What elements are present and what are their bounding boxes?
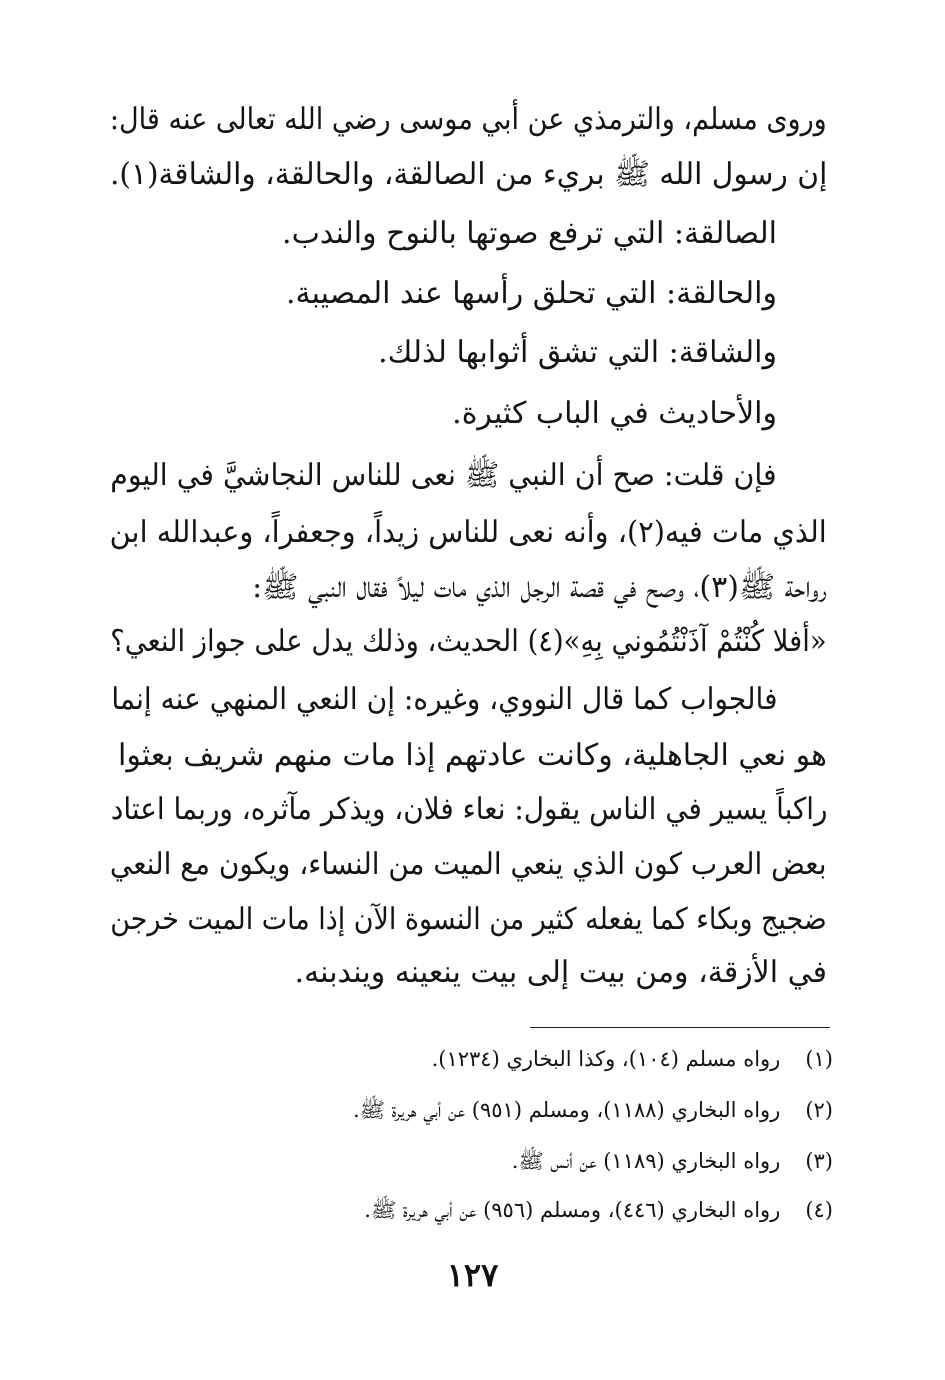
footnote-text: رواه البخاري (١١٨٩) عن أنس ﷺ. xyxy=(511,1149,781,1173)
text-line: بعض العرب كون الذي ينعي الميت من النساء، ويكون مع النعي xyxy=(110,847,827,882)
page-number: ١٢٧ xyxy=(446,1256,499,1294)
footnote-text: رواه مسلم (١٠٤)، وكذا البخاري (١٢٣٤). xyxy=(431,1047,781,1071)
footnote-text: رواه البخاري (٤٤٦)، ومسلم (٩٥٦) عن أبي هريرة ﷺ. xyxy=(364,1198,781,1222)
footnote-number: (٣) xyxy=(805,1149,833,1173)
text-line: والأحاديث في الباب كثيرة. xyxy=(452,396,777,431)
text-line: الذي مات فيه(٢)، وأنه نعى للناس زيداً، وجعفراً، وعبدالله ابن xyxy=(109,515,827,550)
text-line: راكباً يسير في الناس يقول: نعاء فلان، ويذكر مآثره، وربما اعتاد xyxy=(110,792,827,827)
footnote-text: رواه البخاري (١١٨٨)، ومسلم (٩٥١) عن أبي هريرة ﷺ. xyxy=(353,1098,781,1122)
text-line: فإن قلت: صح أن النبي ﷺ نعى للناس النجاشيَّ في اليوم xyxy=(110,458,777,493)
footnote xyxy=(432,1044,833,1074)
definition-haliqa: والحالقة: التي تحلق رأسها عند المصيبة. xyxy=(285,276,777,311)
text-line: رواحة ﷺ(٣)، وصح في قصة الرجل الذي مات ليلاً فقال النبي ﷺ: xyxy=(252,570,827,605)
footnote-number: (١) xyxy=(805,1047,833,1071)
text-line: هو نعي الجاهلية، وكانت عادتهم إذا مات منهم شريف بعثوا xyxy=(118,738,827,773)
footnote xyxy=(512,1146,833,1176)
text-line: وروى مسلم، والترمذي عن أبي موسى رضي الله تعالى عنه قال: xyxy=(110,102,827,137)
footnote-number: (٤) xyxy=(805,1198,833,1222)
footnote-number: (٢) xyxy=(805,1098,833,1122)
text-line: في الأزقة، ومن بيت إلى بيت ينعينه ويندبنه. xyxy=(294,955,827,990)
footnote xyxy=(364,1195,833,1225)
text-line: ضجيج وبكاء كما يفعله كثير من النسوة الآن إذا مات الميت خرجن xyxy=(110,902,827,937)
footnote-separator xyxy=(530,1027,830,1028)
definition-saliqa: الصالقة: التي ترفع صوتها بالنوح والندب. xyxy=(282,216,777,251)
text-line: إن رسول الله ﷺ بريء من الصالقة، والحالقة، والشاقة(١). xyxy=(109,157,827,192)
definition-shaqqa: والشاقة: التي تشق أثوابها لذلك. xyxy=(378,335,777,370)
text-line: «أفلا كُنْتُمْ آذَنْتُمُوني بِهِ»(٤) الحديث، وذلك يدل على جواز النعي؟ xyxy=(110,624,827,659)
text-line: فالجواب كما قال النووي، وغيره: إن النعي المنهي عنه إنما xyxy=(110,682,777,717)
footnote xyxy=(353,1095,833,1125)
